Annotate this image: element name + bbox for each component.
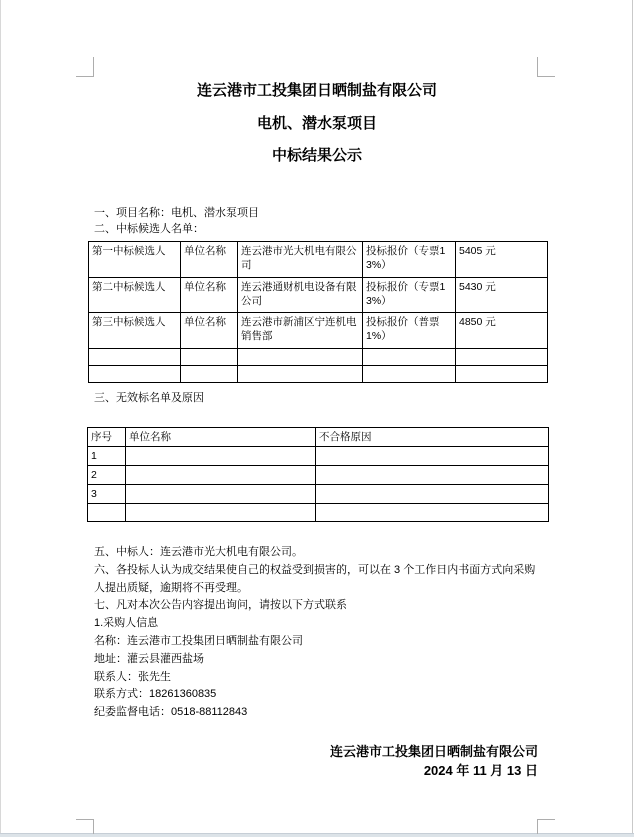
company-cell: 连云港市光大机电有限公司 xyxy=(238,242,363,278)
row-reason-cell xyxy=(316,504,549,522)
candidates-row-2 xyxy=(89,278,548,313)
price-cell: 4850 元 xyxy=(456,313,548,349)
para-objection-line-2: 人提出质疑，逾期将不再受理。 xyxy=(94,581,248,594)
invalid-row-empty xyxy=(88,504,549,522)
empty-cell xyxy=(363,366,456,383)
row-reason-cell xyxy=(316,447,549,466)
signature-block xyxy=(330,742,538,780)
unit-label-cell: 单位名称 xyxy=(181,313,238,349)
empty-cell xyxy=(238,366,363,383)
company-cell: 连云港市新浦区宁连机电销售部 xyxy=(238,313,363,349)
row-unit-cell xyxy=(126,485,316,504)
row-unit-cell xyxy=(126,447,316,466)
section-headings xyxy=(94,205,259,237)
para-contact-phone: 联系方式：18261360835 xyxy=(94,688,217,701)
signature-company: 连云港市工投集团日晒制盐有限公司 xyxy=(329,744,538,759)
body-paragraphs xyxy=(94,544,535,722)
para-winner: 五、中标人：连云港市光大机电有限公司。 xyxy=(94,546,303,558)
company-cell: 连云港通财机电设备有限公司 xyxy=(238,278,363,313)
margin-crop-mark-bottom-right xyxy=(537,819,555,834)
invalid-row-1 xyxy=(88,447,549,466)
price-cell: 5430 元 xyxy=(456,278,548,313)
candidates-table xyxy=(88,241,548,383)
row-reason-cell xyxy=(316,485,549,504)
empty-cell xyxy=(363,349,456,366)
invalid-row-2 xyxy=(88,466,549,485)
document-title-company: 连云港市工投集团日晒制盐有限公司 xyxy=(196,82,437,99)
header-unit: 单位名称 xyxy=(126,428,316,447)
row-reason-cell xyxy=(316,466,549,485)
candidate-rank-cell: 第三中标候选人 xyxy=(89,313,181,349)
margin-crop-mark-bottom-left xyxy=(76,819,94,834)
candidate-rank-cell: 第一中标候选人 xyxy=(89,242,181,278)
price-label-cell: 投标报价（普票1%） xyxy=(363,313,456,349)
empty-cell xyxy=(89,366,181,383)
empty-cell xyxy=(89,349,181,366)
row-unit-cell xyxy=(126,504,316,522)
candidates-row-empty-2 xyxy=(89,366,548,383)
candidates-row-3 xyxy=(89,313,548,349)
para-objection-line-1: 六、各投标人认为成交结果使自己的权益受到损害的，可以在 3 个工作日内书面方式向采购 xyxy=(94,563,536,576)
price-label-cell: 投标报价（专票13%） xyxy=(363,278,456,313)
para-purchaser-name: 名称：连云港市工投集团日晒制盐有限公司 xyxy=(94,634,303,647)
section-candidates-heading: 二、中标候选人名单： xyxy=(94,223,204,235)
candidate-rank-cell: 第二中标候选人 xyxy=(89,278,181,313)
row-unit-cell xyxy=(126,466,316,485)
row-no-cell: 3 xyxy=(88,485,126,504)
empty-cell xyxy=(181,366,238,383)
invalid-bids-table xyxy=(87,427,549,522)
row-no-cell xyxy=(88,504,126,522)
candidates-row-empty-1 xyxy=(89,349,548,366)
header-no: 序号 xyxy=(88,428,126,447)
row-no-cell: 2 xyxy=(88,466,126,485)
empty-cell xyxy=(456,349,548,366)
section-project-name: 一、项目名称：电机、潜水泵项目 xyxy=(94,207,259,219)
invalid-table-header-row xyxy=(88,428,549,447)
row-no-cell: 1 xyxy=(88,447,126,466)
invalid-row-3 xyxy=(88,485,549,504)
section-invalid-heading: 三、无效标名单及原因 xyxy=(94,392,204,404)
para-contact-person: 联系人：张先生 xyxy=(94,670,171,683)
unit-label-cell: 单位名称 xyxy=(181,242,238,278)
para-purchaser-address: 地址：灌云县灌西盐场 xyxy=(94,652,204,665)
margin-crop-mark-top-right xyxy=(537,57,555,77)
empty-cell xyxy=(238,349,363,366)
header-reason: 不合格原因 xyxy=(316,428,549,447)
para-contact-intro: 七、凡对本次公告内容提出询问，请按以下方式联系 xyxy=(94,599,347,612)
margin-crop-mark-top-left xyxy=(76,57,94,77)
signature-date: 2024 年 11 月 13 日 xyxy=(423,763,538,778)
unit-label-cell: 单位名称 xyxy=(181,278,238,313)
para-supervision-phone: 纪委监督电话：0518-88112843 xyxy=(94,706,248,719)
candidates-row-1 xyxy=(89,242,548,278)
para-purchaser-info: 1.采购人信息 xyxy=(94,617,159,630)
price-cell: 5405 元 xyxy=(456,242,548,278)
price-label-cell: 投标报价（专票13%） xyxy=(363,242,456,278)
empty-cell xyxy=(456,366,548,383)
document-title-project: 电机、潜水泵项目 xyxy=(256,115,377,132)
document-title-notice: 中标结果公示 xyxy=(271,147,362,164)
empty-cell xyxy=(181,349,238,366)
